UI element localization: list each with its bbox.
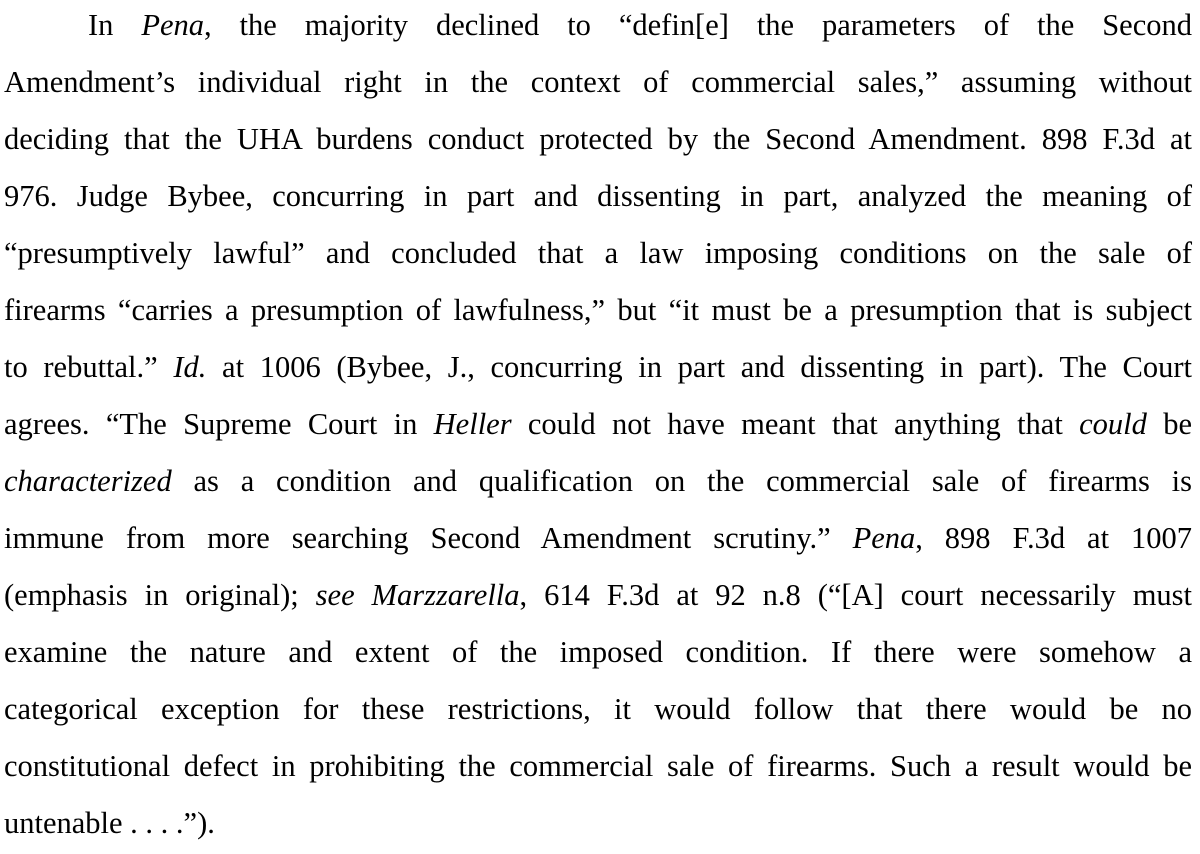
text-segment: could not have meant that anything that [511,407,1080,441]
text-line [4,458,1192,504]
text-segment: immune from more searching Second Amendment scrutiny.” [4,521,853,555]
text-line [4,629,1192,675]
text-line [4,287,1192,333]
text-line [4,344,1192,390]
text-line [4,515,1192,561]
text-line [88,2,1192,48]
text-segment: , the majority declined to “defin[e] the parameters of the Second [204,8,1192,42]
italic-text: Pena [141,8,204,42]
text-line [4,800,1192,846]
text-segment: examine the nature and extent of the imposed condition. If there were somehow a [4,635,1192,669]
text-segment: categorical exception for these restrictions, it would follow that there would be no [4,692,1192,726]
text-line [4,59,1192,105]
text-segment: to rebuttal.” [4,350,174,384]
text-line [4,686,1192,732]
text-segment: at 1006 (Bybee, J., concurring in part and dissenting in part). The Court [206,350,1192,384]
text-segment: deciding that the UHA burdens conduct protected by the Second Amendment. 898 F.3d at [4,122,1192,156]
text-segment: as a condition and qualification on the commercial sale of firearms is [171,464,1192,498]
text-segment: firearms “carries a presumption of lawfulness,” but “it must be a presumption that is subject [4,293,1192,327]
italic-text: see Marzzarella [315,578,520,612]
text-line [4,743,1192,789]
text-segment: be [1146,407,1192,441]
italic-text: characterized [4,464,172,498]
italic-text: could [1079,407,1147,441]
text-segment: , 614 F.3d at 92 n.8 (“[A] court necessarily must [519,578,1193,612]
text-line [4,173,1192,219]
text-segment: In [88,8,142,42]
text-segment: untenable . . . .”). [4,806,215,840]
text-segment: constitutional defect in prohibiting the commercial sale of firearms. Such a result would be [4,749,1192,783]
text-segment: Amendment’s individual right in the context of commercial sales,” assuming without [4,65,1192,99]
text-segment: agrees. “The Supreme Court in [4,407,434,441]
text-line [4,230,1192,276]
italic-text: Id. [173,350,207,384]
text-segment: (emphasis in original); [4,578,316,612]
text-segment: “presumptively lawful” and concluded that a law imposing conditions on the sale of [4,236,1192,270]
text-segment: 976. Judge Bybee, concurring in part and dissenting in part, analyzed the meaning of [4,179,1192,213]
italic-text: Heller [433,407,512,441]
text-segment: , 898 F.3d at 1007 [915,521,1192,555]
text-line [4,116,1192,162]
text-line [4,572,1192,618]
text-line [4,401,1192,447]
italic-text: Pena [852,521,916,555]
